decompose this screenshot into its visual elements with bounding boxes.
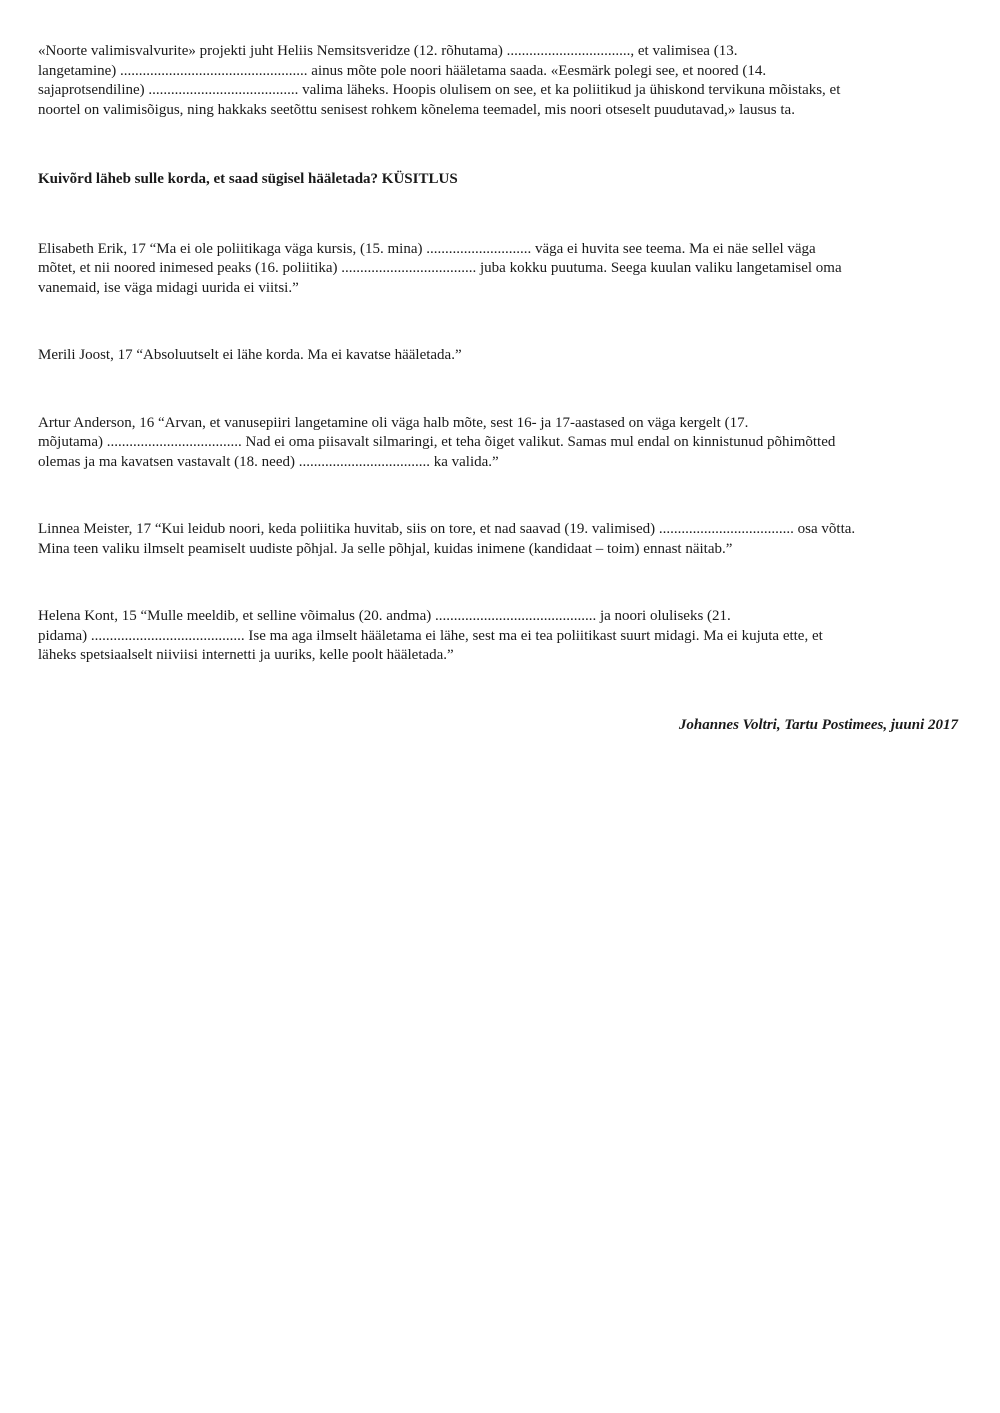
survey-answer-kont: Helena Kont, 15 “Mulle meeldib, et selline võimalus (20. andma) ........................................... ja noori oluliseks (21. pidama) ......................................... Ise ma aga ilmselt hääletama ei lähe, sest ma ei tea poliitikast suurt midagi. Ma ei kujuta ette, et läheks spetsiaalselt niiviisi internetti ja uuriks, kelle poolt hääletada.” [38,608,823,663]
survey-answer-anderson: Artur Anderson, 16 “Arvan, et vanusepiiri langetamine oli väga halb mõte, sest 16- ja 17-aastased on väga kergelt (17. mõjutama) .................................... Nad ei oma piisavalt silmaringi, et teha õiget valikut. Samas mul endal on kinnistunud põhimõtted olemas ja ma kavatsen vastavalt (18. need) ................................... ka valida.” [38,414,836,470]
intro-paragraph: «Noorte valimisvalvurite» projekti juht Heliis Nemsitsveridze (12. rõhutama) ................................., et valimisea (13. langetamine) .................................................. ainus mõte pole noori hääletama saada. «Eesmärk polegi see, et noored (14. sajaprotsendiline) ........................................ valima läheks. Hoopis olulisem on see, et ka poliitikud ja ühiskond tervikuna mõistaks, et noortel on valimisõigus, ning hakkaks seetõttu senisest rohkem kõnelema teemadel, mis noori otseselt puudutavad,» lausus ta. [38,43,841,118]
survey-answer-meister: Linnea Meister, 17 “Kui leidub noori, keda poliitika huvitab, siis on tore, et nad saavad (19. valimised) .................................... osa võtta. Mina teen valiku ilmselt peamiselt uudiste põhjal. Ja selle põhjal, kuidas inimene (kandidaat – toim) ennast näitab.” [38,521,856,557]
spacer [38,298,958,346]
survey-heading: Kuivõrd läheb sulle korda, et saad sügisel hääletada? KÜSITLUS [38,171,458,187]
survey-answer-joost: Merili Joost, 17 “Absoluutselt ei lähe korda. Ma ei kavatse hääletada.” [38,347,462,363]
spacer [38,366,958,414]
survey-answer-erik: Elisabeth Erik, 17 “Ma ei ole poliitikaga väga kursis, (15. mina) ............................ väga ei huvita see teema. Ma ei näe sellel väga mõtet, et nii noored inimesed peaks (16. poliitika) .................................... juba kokku puutuma. Seega kuulan valiku langetamisel oma vanemaid, ise väga midagi uurida ei viitsi.” [38,240,842,296]
article-byline: Johannes Voltri, Tartu Postimees, juuni 2017 [678,716,958,733]
spacer [38,190,958,240]
spacer [38,120,958,170]
spacer [38,472,958,520]
spacer [38,666,958,716]
document-page [38,42,958,735]
spacer [38,559,958,607]
